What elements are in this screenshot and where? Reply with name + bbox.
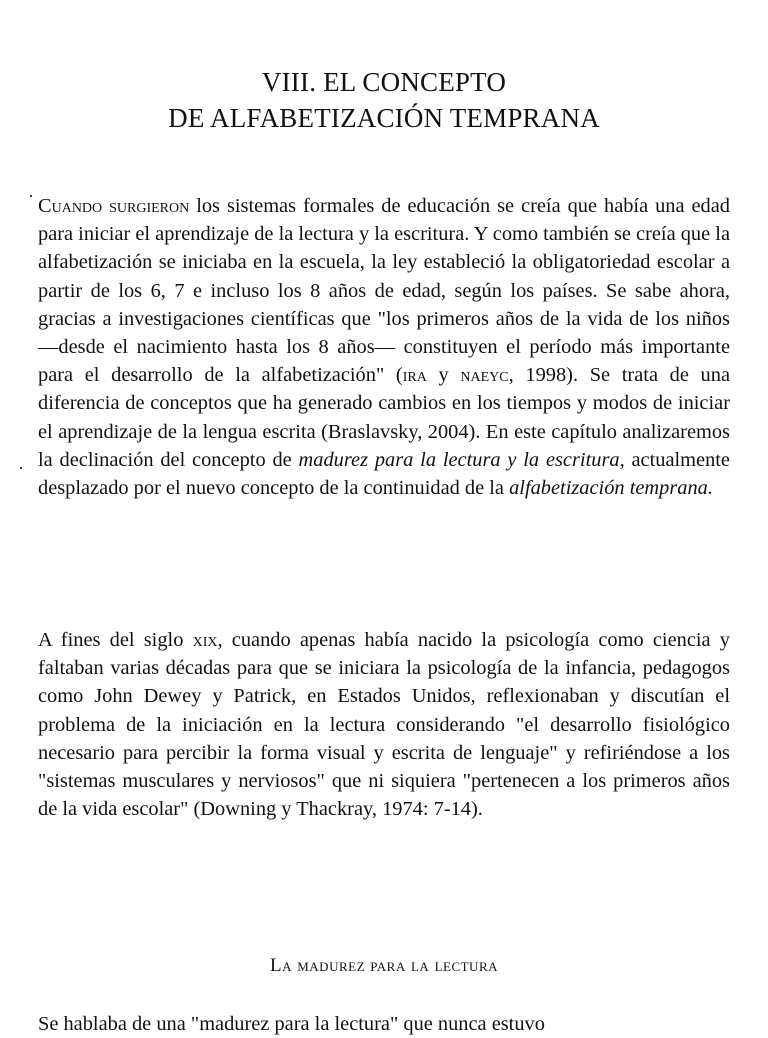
emphasis: madurez para la lectura y la escritura, <box>298 448 625 471</box>
paragraph-intro <box>38 192 730 502</box>
paragraph-text: A fines del siglo <box>38 629 193 651</box>
abbreviation: ira <box>402 364 427 387</box>
paragraph-text: y <box>426 364 461 387</box>
paragraph-lead: Cuando surgieron <box>38 195 190 217</box>
section-heading: La madurez para la lectura <box>269 955 499 976</box>
emphasis: alfabetización temprana. <box>509 477 713 500</box>
chapter-title-line-1: VIII. EL CONCEPTO <box>261 67 507 97</box>
paragraph-text: los sistemas formales de educación se creía que había una edad para iniciar el aprendizaje de la lectura y la escritura. Y como también se creía que la alfabetización se iniciaba en la escuela, la ley estableció la obligatoriedad escolar a partir de los 6, 7 e incluso los 8 años de edad, según los países. Se sabe ahora, gracias a investigaciones científicas que "los primeros años de la vida de los niños —desde el nacimiento hasta los 8 años— constituyen el período más importante para el desarrollo de la alfabetización" ( <box>38 195 730 387</box>
paragraph-text: , 1998). Se trata de una diferencia de conceptos que ha generado cambios en los tiempos y modos de iniciar el aprendizaje de la lengua escrita (Braslavsky, 2004). En este capítulo analizaremos la declinación del concepto de <box>38 364 731 471</box>
paragraph-history <box>38 626 730 823</box>
chapter-title <box>0 64 768 136</box>
paragraph-text: actualmente desplazado por el nuevo concepto de la continuidad de la <box>38 448 730 500</box>
abbreviation: naeyc <box>460 364 509 387</box>
century-numeral: xix <box>192 629 218 651</box>
margin-mark: · <box>18 458 24 478</box>
paragraph-continued: Se hablaba de una "madurez para la lectura" que nunca estuvo <box>38 1013 545 1035</box>
paragraph-text: , cuando apenas había nacido la psicología como ciencia y faltaban varias décadas para que se iniciara la psicología de la infancia, pedagogos como John Dewey y Patrick, en Estados Unidos, reflexionaban y discutían el problema de la iniciación en la lectura considerando "el desarrollo fisiológico necesario para percibir la forma visual y escrita de lenguaje" y refiriéndose a los "sistemas musculares y nerviosos" que ni siquiera "pertenecen a los primeros años de la vida escolar" (Downing y Thackray, 1974: 7-14). <box>38 629 730 821</box>
chapter-title-line-2: DE ALFABETIZACIÓN TEMPRANA <box>168 103 600 133</box>
margin-mark: · <box>28 186 34 206</box>
